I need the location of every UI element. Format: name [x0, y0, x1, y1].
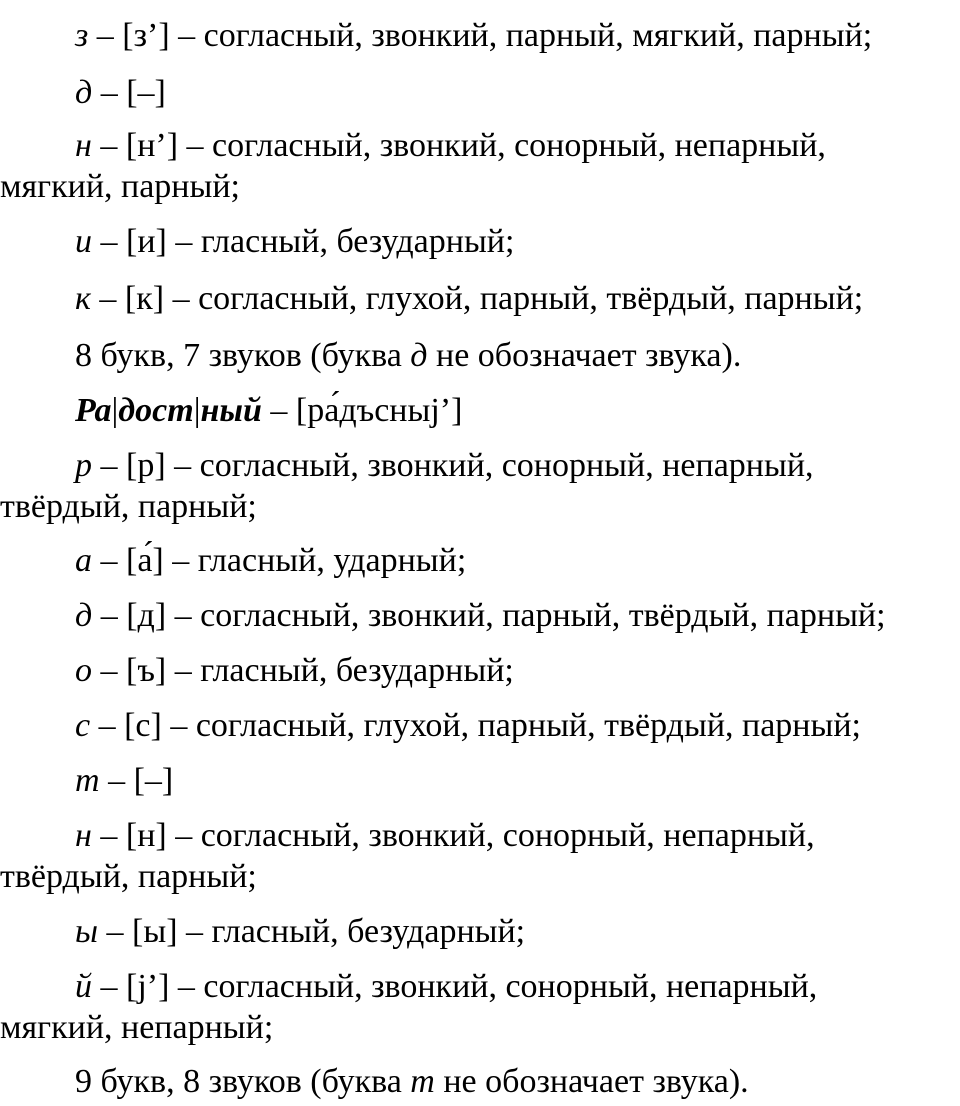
word-root-part: Ра	[75, 392, 112, 429]
summary-text: не обозначает звука).	[434, 1063, 749, 1100]
entry-text: твёрдый, парный;	[0, 488, 257, 525]
transcription: – [ра́дъсныj’]	[261, 392, 463, 429]
summary-text: не обозначает звука).	[427, 337, 742, 374]
entry-text: – [ъ] – гласный, безударный;	[92, 652, 514, 689]
entry-text: – [и] – гласный, безударный;	[92, 223, 515, 260]
entry-text: – [р] – согласный, звонкий, сонорный, непарный,	[92, 447, 814, 484]
letter: д	[75, 74, 93, 111]
entry-line	[0, 912, 960, 952]
letter: р	[75, 447, 92, 484]
letter: т	[410, 1063, 435, 1100]
entry-line	[0, 222, 960, 262]
entry-line	[0, 596, 960, 636]
letter: н	[75, 817, 92, 854]
letter: а	[75, 542, 92, 579]
letter: т	[75, 762, 100, 799]
letter: с	[75, 707, 91, 744]
entry-line	[0, 16, 960, 56]
entry-line	[0, 761, 960, 801]
entry-text: – [ы] – гласный, безударный;	[98, 913, 526, 950]
entry-line	[0, 651, 960, 691]
letter: й	[75, 968, 92, 1005]
entry-text: – [а́] – гласный, ударный;	[92, 542, 467, 579]
entry-text: – [д] – согласный, звонкий, парный, твёрдый, парный;	[92, 597, 886, 634]
letter: з	[75, 17, 89, 54]
entry-line	[0, 706, 960, 746]
entry-line	[0, 446, 960, 486]
entry-line	[0, 816, 960, 856]
entry-text: – [j’] – согласный, звонкий, сонорный, непарный,	[92, 968, 818, 1005]
continuation-line	[0, 1008, 960, 1048]
entry-line	[0, 126, 960, 166]
entry-text: мягкий, парный;	[0, 168, 240, 205]
entry-text: – [с] – согласный, глухой, парный, твёрдый, парный;	[90, 707, 861, 744]
entry-line	[0, 541, 960, 581]
continuation-line	[0, 857, 960, 897]
entry-line	[0, 967, 960, 1007]
word-root-part: дост	[118, 392, 194, 429]
letter: к	[75, 280, 91, 317]
morpheme-divider: |	[111, 392, 119, 429]
entry-text: – [–]	[99, 762, 174, 799]
letter: и	[75, 223, 92, 260]
summary-text: 9 букв, 8 звуков (буква	[75, 1063, 411, 1100]
summary-line	[0, 336, 960, 376]
summary-line	[0, 1062, 960, 1102]
letter: д	[75, 597, 93, 634]
word-heading	[0, 391, 960, 431]
entry-text: твёрдый, парный;	[0, 858, 257, 895]
letter: д	[410, 337, 428, 374]
letter: о	[75, 652, 92, 689]
letter: н	[75, 127, 92, 164]
word-root-part: ный	[200, 392, 262, 429]
entry-text: – [з’] – согласный, звонкий, парный, мягкий, парный;	[88, 17, 873, 54]
entry-text: – [н] – согласный, звонкий, сонорный, непарный,	[91, 817, 815, 854]
entry-text: мягкий, непарный;	[0, 1009, 274, 1046]
entry-line	[0, 73, 960, 113]
entry-text: – [–]	[92, 74, 166, 111]
entry-line	[0, 279, 960, 319]
letter: ы	[75, 913, 99, 950]
morpheme-divider: |	[193, 392, 201, 429]
summary-text: 8 букв, 7 звуков (буква	[75, 337, 411, 374]
continuation-line	[0, 487, 960, 527]
entry-text: – [н’] – согласный, звонкий, сонорный, непарный,	[91, 127, 826, 164]
continuation-line	[0, 167, 960, 207]
entry-text: – [к] – согласный, глухой, парный, твёрдый, парный;	[90, 280, 864, 317]
